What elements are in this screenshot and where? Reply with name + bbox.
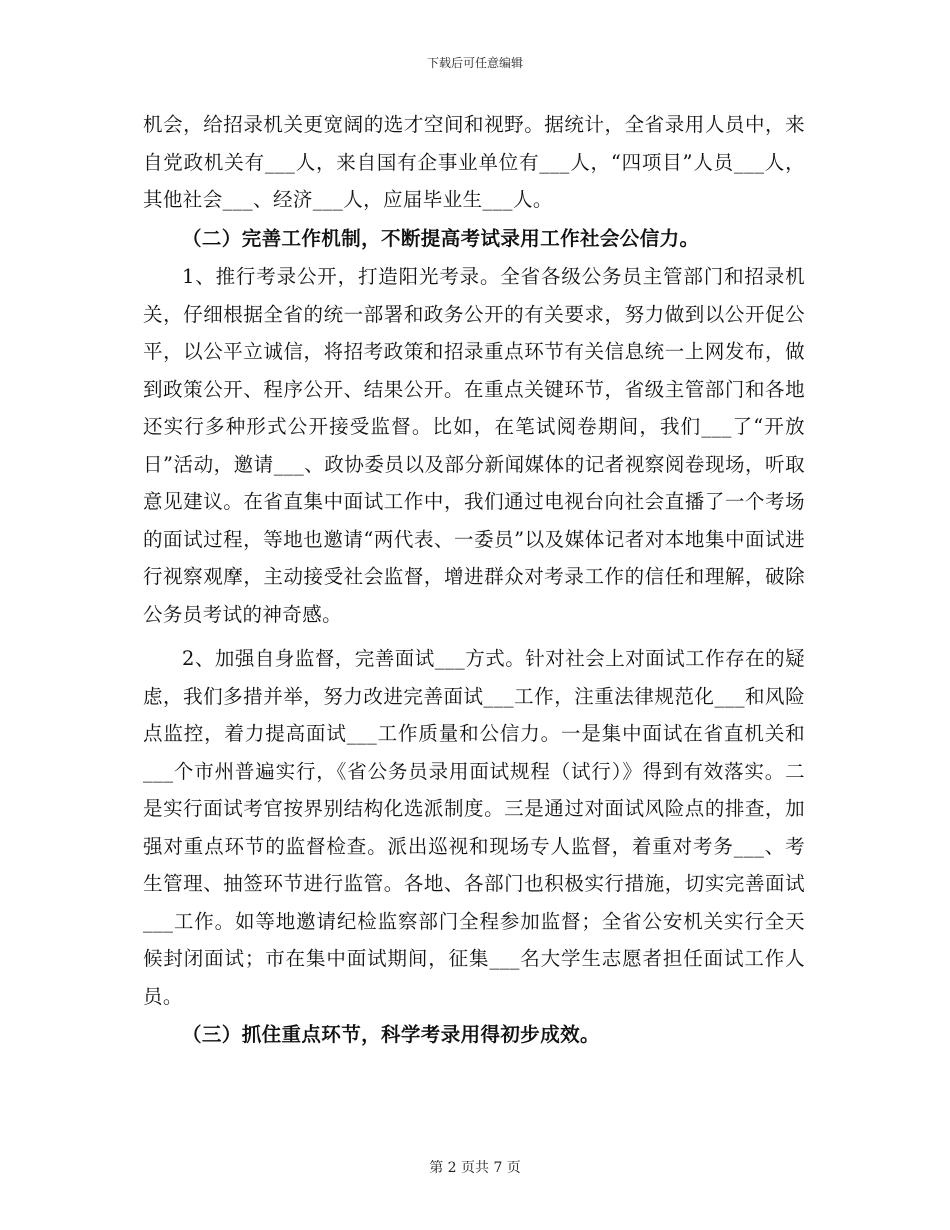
page-number: 第 2 页共 7 页	[429, 1160, 521, 1176]
section-heading-3: （三）抓住重点环节，科学考录用得初步成效。	[182, 1023, 600, 1046]
paragraph-self-supervision: 2、加强自身监督，完善面试___方式。针对社会上对面试工作存在的疑虑，我们多措并举，努力改进完善面试___工作，注重法律规范化___和风险点监控，着力提高面试___工作质量和公信力。一是集中面试在省直机关和___个市州普遍实行，《省公务员录用面试规程（试行）》得到有效落实。二是实行面试考官按界别结构化选派制度。三是通过对面试风险点的排查，加强对重点环节的监督检查。派出巡视和现场专人监督，着重对考务___、考生管理、抽签环节进行监管。各地、各部门也积极实行措施，切实完善面试___工作。如等地邀请纪检监察部门全程参加监督；全省公安机关实行全天候封闭面试；市在集中面试期间，征集___名大学生志愿者担任面试工作人员。	[143, 647, 805, 1008]
paragraph-exam-openness: 1、推行考录公开，打造阳光考录。全省各级公务员主管部门和招录机关，仔细根据全省的统一部署和政务公开的有关要求，努力做到以公开促公平，以公平立诚信，将招考政策和招录重点环节有关信息统一上网发布，做到政策公开、程序公开、结果公开。在重点关键环节，省级主管部门和各地还实行多种形式公开接受监督。比如，在笔试阅卷期间，我们___了“开放日”活动，邀请___、政协委员以及部分新闻媒体的记者视察阅卷现场，听取意见建议。在省直集中面试工作中，我们通过电视台向社会直播了一个考场的面试过程，等地也邀请“两代表、一委员”以及媒体记者对本地集中面试进行视察观摩，主动接受社会监督，增进群众对考录工作的信任和理解，破除公务员考试的神奇感。	[143, 265, 805, 626]
section-heading-2: （二）完善工作机制，不断提高考试录用工作社会公信力。	[182, 226, 700, 250]
page-header: 下载后可任意编辑	[426, 56, 523, 70]
document-body	[143, 106, 805, 1055]
paragraph-continuation: 机会，给招录机关更宽阔的选才空间和视野。据统计，全省录用人员中，来自党政机关有___人，来自国有企事业单位有___人，“四项目”人员___人，其他社会___、经济___人，应届毕业生___人。	[143, 113, 805, 211]
